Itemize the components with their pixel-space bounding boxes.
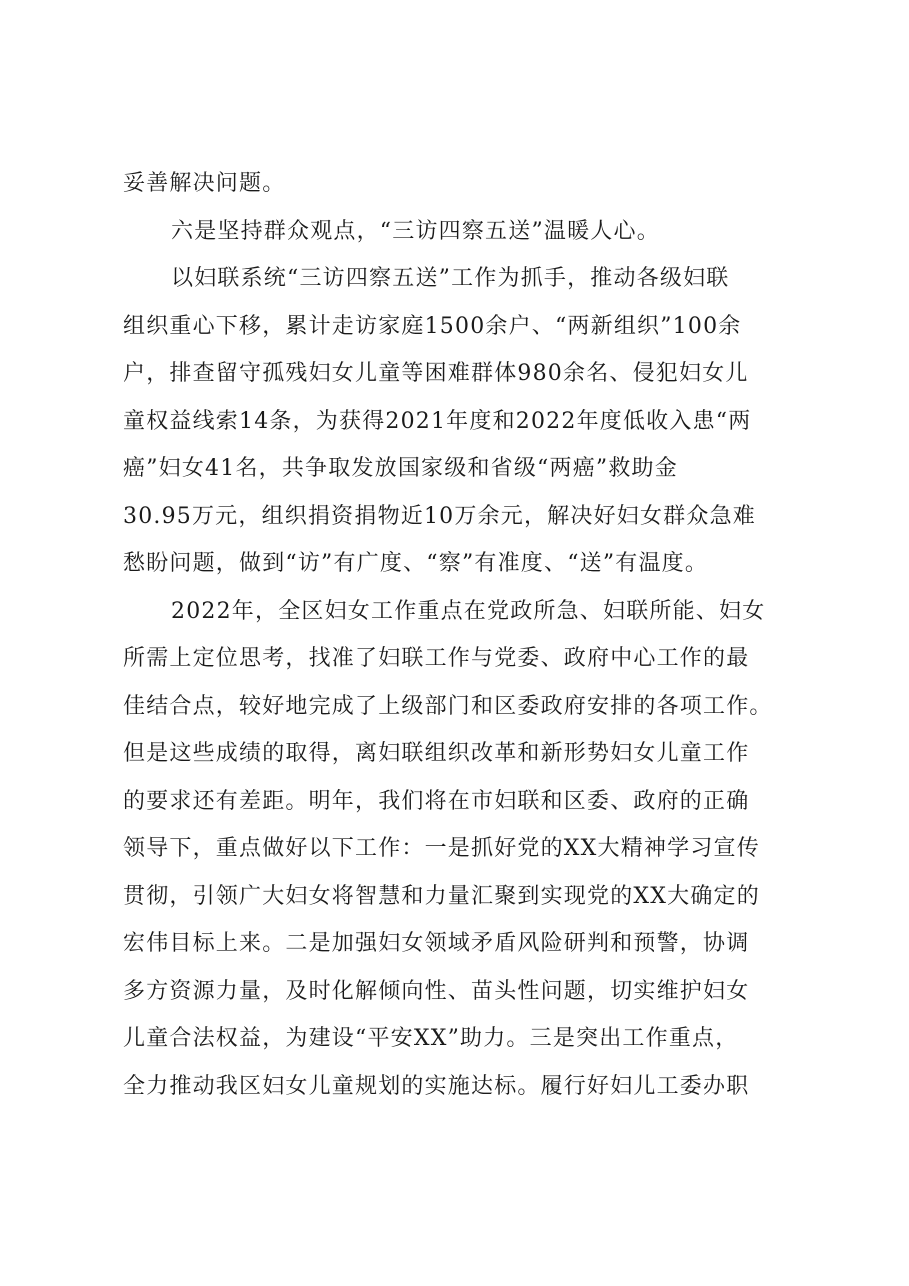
- document-body: [123, 160, 803, 1110]
- text-line: 但是这些成绩的取得，离妇联组织改革和新形势妇女儿童工作: [123, 741, 750, 766]
- text-line: 儿童合法权益，为建设“平安XX”助力。三是突出工作重点，: [123, 1026, 739, 1051]
- text-line: 童权益线索14条，为获得2021年度和2022年度低收入患“两: [123, 408, 752, 434]
- text-line: 的要求还有差距。明年，我们将在市妇联和区委、政府的正确: [123, 788, 750, 814]
- text-line: 佳结合点，较好地完成了上级部门和区委政府安排的各项工作。: [123, 693, 773, 719]
- text-line: 宏伟目标上来。二是加强妇女领域矛盾风险研判和预警，协调: [123, 931, 750, 956]
- text-line: 贯彻，引领广大妇女将智慧和力量汇聚到实现党的XX大确定的: [123, 883, 760, 909]
- text-line: 癌”妇女41名，共争取发放国家级和省级“两癌”救助金: [123, 456, 678, 481]
- text-line: 户，排查留守孤残妇女儿童等困难群体980余名、侵犯妇女儿: [123, 361, 749, 386]
- text-line: 2022年，全区妇女工作重点在党政所急、妇联所能、妇女: [171, 598, 766, 624]
- text-line: 妥善解决问题。: [123, 171, 286, 196]
- text-line: 领导下，重点做好以下工作：一是抓好党的XX大精神学习宣传: [123, 836, 760, 861]
- text-line: 多方资源力量，及时化解倾向性、苗头性问题，切实维护妇女: [123, 978, 750, 1004]
- text-line: 组织重心下移，累计走访家庭1500余户、“两新组织”100余: [123, 313, 742, 339]
- text-line: 以妇联系统“三访四察五送”工作为抓手，推动各级妇联: [171, 266, 730, 291]
- text-line: 六是坚持群众观点，“三访四察五送”温暖人心。: [171, 218, 660, 244]
- text-line: 全力推动我区妇女儿童规划的实施达标。履行好妇儿工委办职: [123, 1073, 750, 1099]
- text-line: 所需上定位思考，找准了妇联工作与党委、政府中心工作的最: [123, 646, 750, 671]
- text-line: 30.95万元，组织捐资捐物近10万余元，解决好妇女群众急难: [123, 503, 756, 529]
- text-line: 愁盼问题，做到“访”有广度、“察”有准度、“送”有温度。: [123, 551, 709, 576]
